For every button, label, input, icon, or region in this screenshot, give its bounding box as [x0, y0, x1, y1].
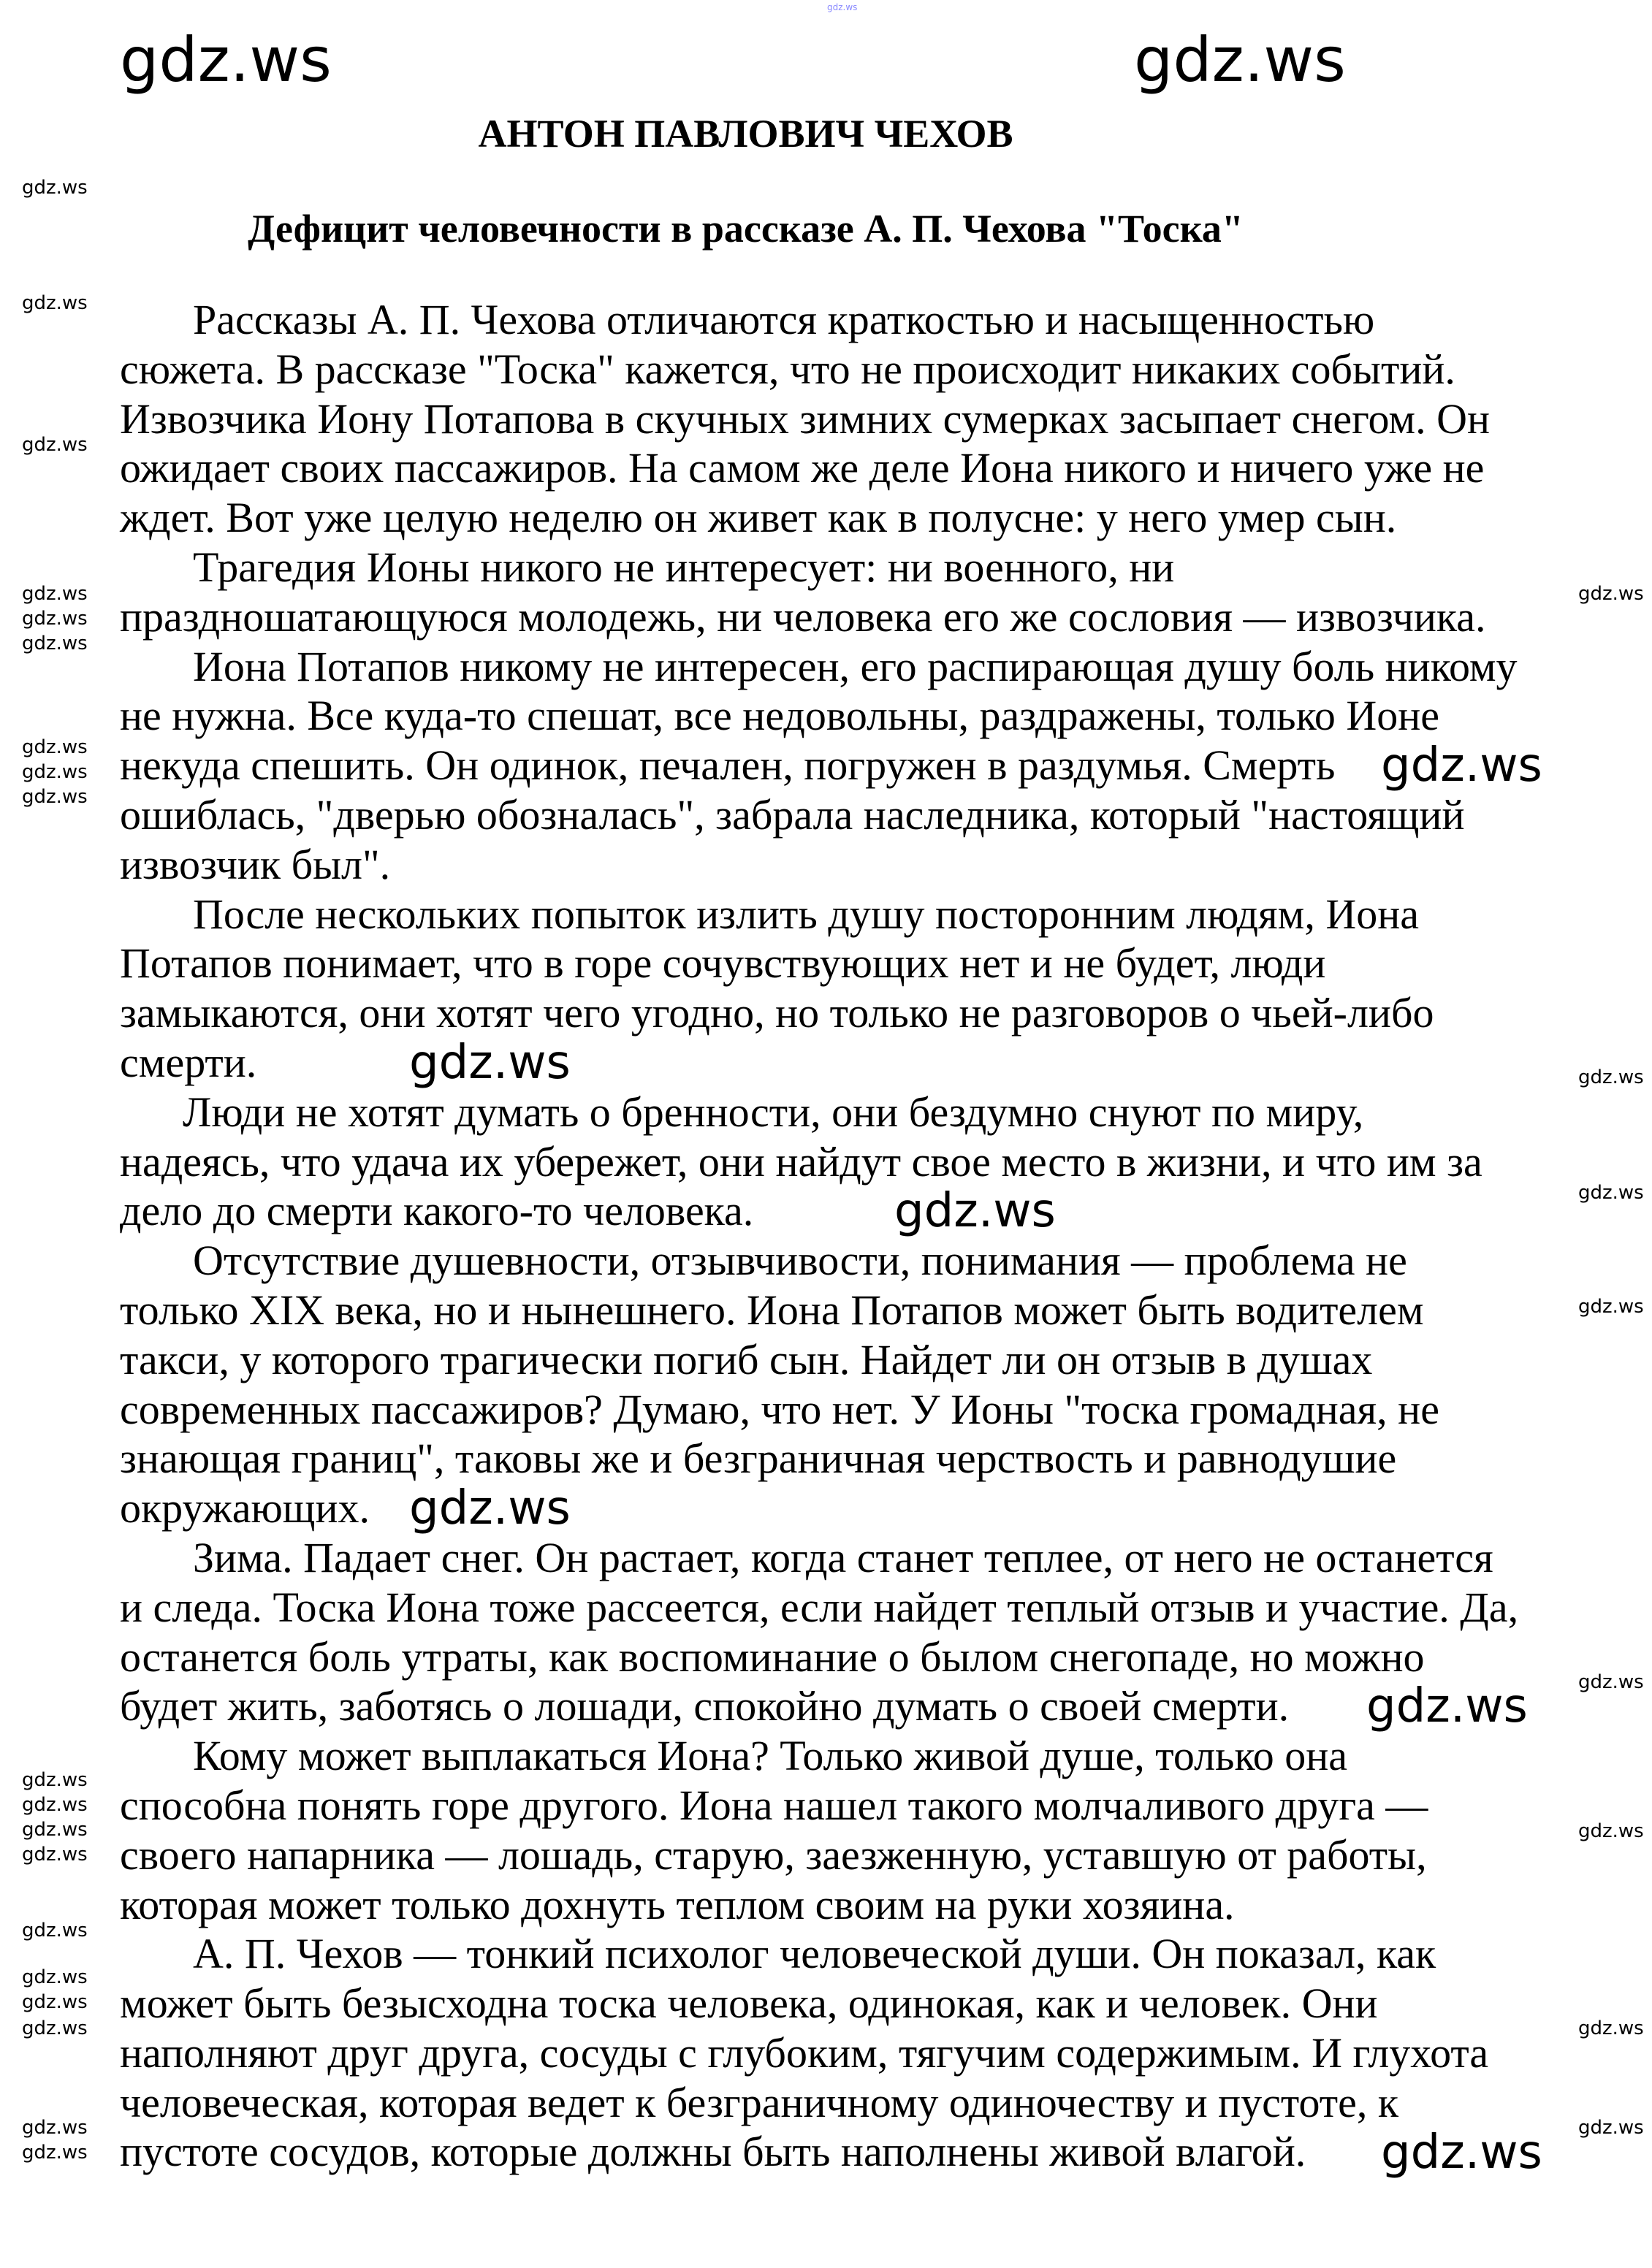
paragraph: [120, 1088, 1581, 1236]
watermark: gdz.ws: [120, 24, 332, 96]
text-line: может быть безысходна тоска человека, одинокая, как и человек. Они: [120, 1979, 1378, 2028]
text-line: ждет. Вот уже целую неделю он живет как в полусне: у него умер сын.: [120, 494, 1397, 542]
text-line: дело до смерти какого-то человека.: [120, 1187, 754, 1235]
essay-body: [120, 295, 1581, 2180]
text-line: современных пассажиров? Думаю, что нет. У Ионы "тоска громадная, не: [120, 1385, 1439, 1433]
text-line: человеческая, которая ведет к безграничному одиночеству и пустоте, к: [120, 2078, 1398, 2126]
watermark: gdz.ws: [22, 1844, 88, 1866]
text-line: сюжета. В рассказе "Тоска" кажется, что не происходит никаких событий.: [120, 345, 1455, 393]
watermark: gdz.ws: [1381, 738, 1542, 793]
watermark: gdz.ws: [22, 1769, 88, 1791]
watermark: gdz.ws: [22, 434, 88, 456]
text-line: ошиблась, "дверью обозналась", забрала наследника, который "настоящий: [120, 790, 1465, 839]
watermark: gdz.ws: [22, 1794, 88, 1816]
watermark: gdz.ws: [1578, 2117, 1644, 2139]
text-line: такси, у которого трагически погиб сын. Найдет ли он отзыв в душах: [120, 1335, 1373, 1383]
watermark: gdz.ws: [1578, 1296, 1644, 1318]
text-line: способна понять горе другого. Иона нашел такого молчаливого друга —: [120, 1781, 1428, 1829]
text-line: некуда спешить. Он одинок, печален, погружен в раздумья. Смерть: [120, 741, 1336, 790]
watermark: gdz.ws: [1381, 2126, 1542, 2180]
watermark: gdz.ws: [22, 2142, 88, 2164]
paragraph: [120, 1731, 1581, 1929]
watermark: gdz.ws: [1578, 1182, 1644, 1204]
text-line: Извозчика Иону Потапова в скучных зимних сумерках засыпает снегом. Он: [120, 394, 1491, 443]
paragraph: [120, 1533, 1581, 1731]
watermark: gdz.ws: [409, 1481, 571, 1535]
text-line: Потапов понимает, что в горе сочувствующих нет и не будет, люди: [120, 939, 1326, 988]
watermark: gdz.ws: [22, 177, 88, 199]
text-line: надеясь, что удача их убережет, они найдут свое место в жизни, и что им за: [120, 1137, 1482, 1185]
watermark: gdz.ws: [22, 1966, 88, 1988]
paragraph: [120, 295, 1581, 543]
text-line: Иона Потапов никому не интересен, его распирающая душу боль никому: [193, 642, 1518, 690]
watermark: gdz.ws: [22, 292, 88, 314]
text-line: Зима. Падает снег. Он растает, когда станет теплее, от него не останется: [193, 1533, 1493, 1581]
text-line: пустоте сосудов, которые должны быть наполнены живой влагой.: [120, 2128, 1306, 2176]
paragraph: [120, 890, 1581, 1088]
text-line: Трагедия Ионы никого не интересует: ни военного, ни: [193, 543, 1175, 591]
paragraph: [120, 1236, 1581, 1533]
watermark: gdz.ws: [22, 1920, 88, 1941]
text-line: А. П. Чехов — тонкий психолог человеческой души. Он показал, как: [193, 1930, 1436, 1978]
watermark: gdz.ws: [22, 608, 88, 630]
watermark: gdz.ws: [22, 786, 88, 808]
watermark: gdz.ws: [1578, 583, 1644, 605]
author-heading: АНТОН ПАВЛОВИЧ ЧЕХОВ: [478, 112, 1013, 156]
text-line: Рассказы А. П. Чехова отличаются краткостью и насыщенностью: [193, 296, 1375, 343]
watermark: gdz.ws: [827, 2, 858, 12]
text-line: смерти.: [120, 1038, 257, 1086]
text-line: Люди не хотят думать о бренности, они бездумно снуют по миру,: [183, 1088, 1364, 1136]
watermark: gdz.ws: [1578, 1820, 1644, 1842]
text-line: окружающих.: [120, 1484, 370, 1532]
text-line: ожидает своих пассажиров. На самом же деле Иона никого и ничего уже не: [120, 444, 1485, 492]
text-line: будет жить, заботясь о лошади, спокойно думать о своей смерти.: [120, 1682, 1290, 1730]
text-line: только XIX века, но и нынешнего. Иона Потапов может быть водителем: [120, 1286, 1424, 1334]
paragraph: [120, 1929, 1581, 2180]
text-line: останется боль утраты, как воспоминание о былом снегопаде, но можно: [120, 1633, 1425, 1681]
watermark: gdz.ws: [409, 1036, 571, 1090]
watermark: gdz.ws: [22, 2117, 88, 2139]
watermark: gdz.ws: [1366, 1679, 1528, 1733]
text-line: Кому может выплакаться Иона? Только живой душе, только она: [193, 1732, 1348, 1780]
watermark: gdz.ws: [1134, 24, 1346, 96]
watermark: gdz.ws: [22, 583, 88, 605]
text-line: праздношатающуюся молодежь, ни человека его же сословия — извозчика.: [120, 592, 1486, 641]
text-line: извозчик был".: [120, 840, 391, 888]
watermark: gdz.ws: [22, 736, 88, 758]
watermark: gdz.ws: [1578, 1671, 1644, 1693]
text-line: своего напарника — лошадь, старую, заезженную, уставшую от работы,: [120, 1830, 1427, 1879]
paragraph: [120, 543, 1581, 642]
watermark: gdz.ws: [22, 761, 88, 783]
watermark: gdz.ws: [1578, 2017, 1644, 2039]
text-line: Отсутствие душевности, отзывчивости, понимания — проблема не: [193, 1237, 1407, 1285]
watermark: gdz.ws: [22, 1991, 88, 2013]
watermark: gdz.ws: [22, 2017, 88, 2039]
watermark: gdz.ws: [894, 1184, 1056, 1238]
text-line: и следа. Тоска Иона тоже рассеется, если найдет теплый отзыв и участие. Да,: [120, 1583, 1519, 1631]
watermark: gdz.ws: [1578, 1066, 1644, 1088]
watermark: gdz.ws: [22, 1819, 88, 1841]
paragraph: [120, 642, 1581, 890]
text-line: которая может только дохнуть теплом своим на руки хозяина.: [120, 1880, 1235, 1928]
text-line: замыкаются, они хотят чего угодно, но только не разговоров о чьей-либо: [120, 989, 1434, 1037]
watermark: gdz.ws: [22, 633, 88, 654]
text-line: знающая границ", таковы же и безграничная черствость и равнодушие: [120, 1435, 1397, 1483]
text-line: После нескольких попыток излить душу посторонним людям, Иона: [193, 890, 1420, 938]
text-line: не нужна. Все куда-то спешат, все недовольны, раздражены, только Ионе: [120, 692, 1439, 740]
essay-title: Дефицит человечности в рассказе А. П. Чехова "Тоска": [248, 207, 1244, 251]
text-line: наполняют друг друга, сосуды с глубоким, тягучим содержимым. И глухота: [120, 2028, 1489, 2077]
